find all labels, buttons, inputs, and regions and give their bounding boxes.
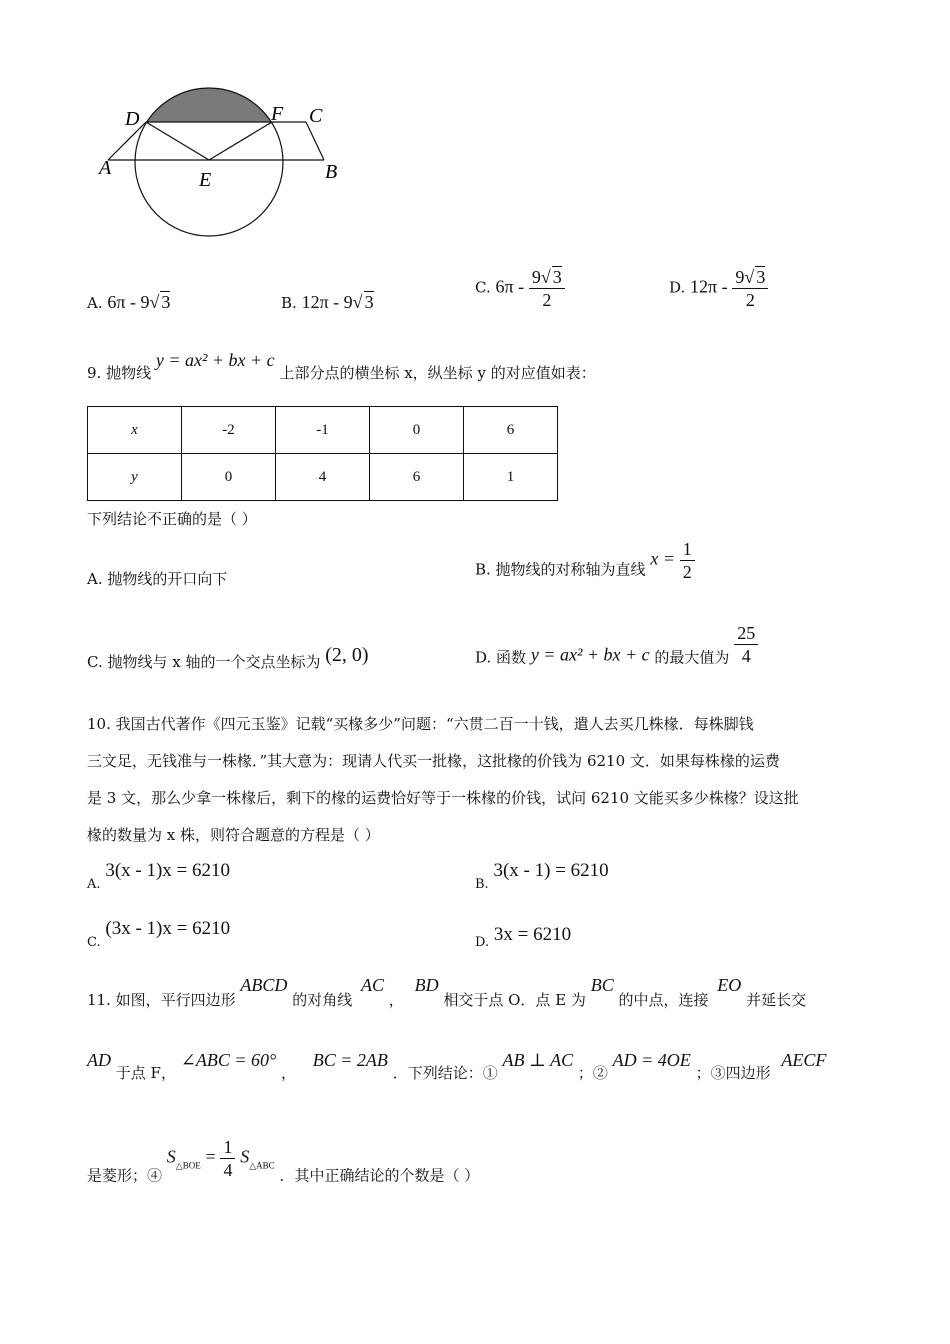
table-cell: 6 — [464, 407, 558, 454]
q10-line-1: 10. 我国古代著作《四元玉鉴》记载“买椽多少”问题：“六贯二百一十钱，遣人去买几株椽．每株脚钱 — [87, 715, 754, 733]
q11-line-3: 是菱形；④ $S_{\triangle BOE}$ = $\frac{1}{4}$ $S_{\triangle ABC}$ ．其中正确结论的个数是（ ） — [87, 1137, 480, 1185]
q9-option-b-frac: $\frac{1}{2}$ — [680, 540, 695, 581]
label-E: E — [199, 169, 212, 191]
q10-option-b[interactable]: B. 3(x - 1) = 6210 — [475, 860, 609, 892]
label-C: C — [309, 105, 323, 127]
q11-frac: $\frac{1}{4}$ — [220, 1138, 235, 1179]
q9-option-d[interactable]: D. 函数 y = ax² + bx + c 的最大值为 $\frac{25}{4}$ — [475, 624, 758, 668]
value-table — [87, 406, 558, 501]
q8-option-c-frac: $\frac{9√ 3}{2}$ — [529, 268, 565, 309]
q8-option-b[interactable]: B. 12π - 9√ 3 — [281, 292, 374, 312]
q9-option-d-frac: $\frac{25}{4}$ — [734, 624, 758, 665]
q10-option-d[interactable]: D. 3x = 6210 — [475, 924, 572, 950]
q8-option-b-math: 12π - 9√ 3 — [301, 292, 374, 312]
q9-formula: y = ax² + bx + c — [155, 350, 275, 370]
line-CB — [306, 122, 324, 160]
table-cell: 0 — [370, 407, 464, 454]
q10-line-4: 椽的数量为 x 株，则符合题意的方程是（ ） — [87, 826, 380, 844]
table-cell: 0 — [182, 454, 276, 501]
label-D: D — [125, 108, 140, 130]
shaded-segment — [135, 88, 283, 236]
q11-line-1: 11. 如图，平行四边形 ABCD 的对角线 AC ， BD 相交于点 O．点 E 为 BC 的中点，连接 EO 并延长交 — [87, 975, 807, 1009]
q10-line-2: 三文足，无钱准与一株椽．”其大意为：现请人代买一批椽，这批椽的价钱为 6210 文．如果每株椽的运费 — [87, 752, 780, 770]
table-cell: -2 — [182, 407, 276, 454]
q10-line-3: 是 3 文，那么少拿一株椽后，剩下的椽的运费恰好等于一株椽的价钱，试问 6210 文能买多少株椽？设这批 — [87, 789, 799, 807]
q8-option-d[interactable]: D. 12π - $\frac{9√ 3}{2}$ — [669, 268, 768, 309]
q10-option-a[interactable]: A. 3(x - 1)x = 6210 — [87, 860, 231, 892]
q9-option-c[interactable]: C. 抛物线与 x 轴的一个交点坐标为 (2, 0) — [87, 644, 369, 671]
table-cell: x — [88, 407, 182, 454]
table-cell: 6 — [370, 454, 464, 501]
q10-option-c[interactable]: C. (3x - 1)x = 6210 — [87, 918, 231, 950]
q9-stem: 9. 抛物线 y = ax² + bx + c 上部分点的横坐标 x，纵坐标 y 的对应值如表： — [87, 350, 596, 382]
table-row-x — [88, 407, 558, 454]
line-FE — [209, 122, 272, 160]
line-DE — [146, 122, 209, 160]
q8-option-a[interactable]: A. 6π - 9√ 3 — [87, 292, 171, 312]
q9-question: 下列结论不正确的是（ ） — [87, 510, 257, 528]
q11-line-2: AD 于点 F， ∠ABC = 60° ， BC = 2AB ．下列结论：① AB ⊥ AC ；② AD = 4OE ；③四边形 AECF — [87, 1050, 827, 1082]
q9-option-d-formula: y = ax² + bx + c — [530, 644, 650, 665]
circle-figure — [95, 80, 355, 270]
table-cell: -1 — [276, 407, 370, 454]
q9-option-a[interactable]: A. 抛物线的开口向下 — [87, 570, 228, 588]
q9-option-b[interactable]: B. 抛物线的对称轴为直线 x = $\frac{1}{2}$ — [475, 540, 695, 581]
label-B: B — [325, 161, 338, 183]
table-row-y — [88, 454, 558, 501]
q8-option-c[interactable]: C. 6π - $\frac{9√ 3}{2}$ — [475, 268, 565, 309]
label-F: F — [271, 103, 284, 125]
label-A: A — [99, 157, 112, 179]
q8-option-d-frac: $\frac{9√ 3}{2}$ — [732, 268, 768, 309]
table-cell: 1 — [464, 454, 558, 501]
table-cell: y — [88, 454, 182, 501]
table-cell: 4 — [276, 454, 370, 501]
q8-option-a-math: 6π - 9√ 3 — [107, 292, 171, 312]
